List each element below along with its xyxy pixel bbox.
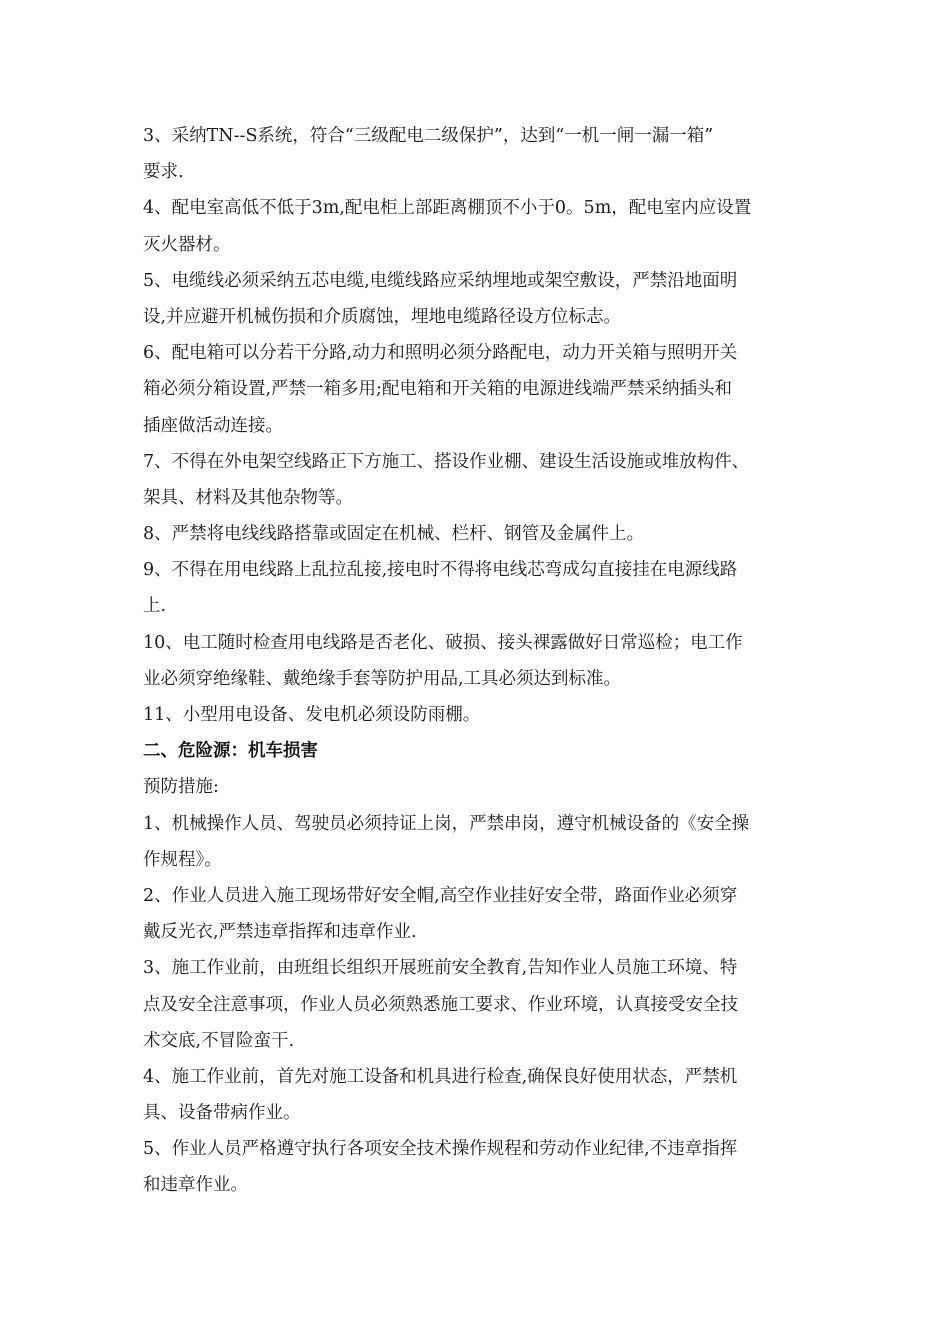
text-line: 具、设备带病作业。: [143, 1103, 301, 1124]
text-line: 要求.: [143, 162, 184, 183]
document-body: [143, 118, 807, 1204]
text-line: 设,并应避开机械伤损和介质腐蚀，埋地电缆路径设方位标志。: [143, 306, 622, 327]
text-line: 7、不得在外电架空线路正下方施工、搭设作业棚、建设生活设施或堆放构件、: [143, 451, 750, 472]
text-line: 2、作业人员进入施工现场带好安全帽,高空作业挂好安全带，路面作业必须穿: [143, 885, 738, 906]
text-line: 5、作业人员严格遵守执行各项安全技术操作规程和劳动作业纪律,不违章指挥: [143, 1139, 738, 1160]
text-line: 1、机械操作人员、驾驶员必须持证上岗，严禁串岗，遵守机械设备的《安全操: [143, 813, 750, 834]
text-line: 术交底,不冒险蛮干.: [143, 1030, 295, 1051]
text-line: 点及安全注意事项，作业人员必须熟悉施工要求、作业环境，认真接受安全技: [143, 994, 738, 1015]
text-line: 9、不得在用电线路上乱拉乱接,接电时不得将电线芯弯成勾直接挂在电源线路: [143, 560, 738, 581]
text-line: 11、小型用电设备、发电机必须设防雨棚。: [143, 705, 481, 725]
text-line: 5、电缆线必须采纳五芯电缆,电缆线路应采纳埋地或架空敷设，严禁沿地面明: [143, 270, 738, 291]
text-line: 插座做活动连接。: [143, 415, 283, 436]
text-line: 4、施工作业前，首先对施工设备和机具进行检查,确保良好使用状态，严禁机: [143, 1066, 738, 1087]
text-line: 戴反光衣,严禁违章指挥和违章作业.: [143, 922, 417, 943]
text-line: 灭火器材。: [143, 234, 231, 255]
text-line: 3、施工作业前，由班组长组织开展班前安全教育,告知作业人员施工环境、特: [143, 958, 738, 979]
text-line: 架具、材料及其他杂物等。: [143, 487, 353, 508]
text-line: 6、配电箱可以分若干分路,动力和照明必须分路配电，动力开关箱与照明开关: [143, 343, 738, 364]
text-line: 预防措施:: [143, 777, 219, 798]
text-line: 10、电工随时检查用电线路是否老化、破损、接头裸露做好日常巡检；电工作: [143, 632, 743, 653]
text-line: 3、采纳TN--S系统，符合“三级配电二级保护”，达到“一机一闸一漏一箱”: [143, 126, 714, 146]
text-line: 8、严禁将电线线路搭靠或固定在机械、栏杆、钢管及金属件上。: [143, 524, 645, 545]
text-line: 箱必须分箱设置,严禁一箱多用;配电箱和开关箱的电源进线端严禁采纳插头和: [143, 379, 732, 400]
section-heading: 二、危险源：机车损害: [143, 741, 318, 762]
text-line: 业必须穿绝缘鞋、戴绝缘手套等防护用品,工具必须达到标准。: [143, 668, 622, 689]
text-line: 4、配电室高低不低于3m,配电柜上部距离棚顶不小于0。5m，配电室内应设置: [143, 198, 752, 219]
text-line: 作规程》。: [143, 849, 222, 870]
text-line: 上.: [143, 596, 167, 617]
text-line: 和违章作业。: [143, 1175, 248, 1196]
